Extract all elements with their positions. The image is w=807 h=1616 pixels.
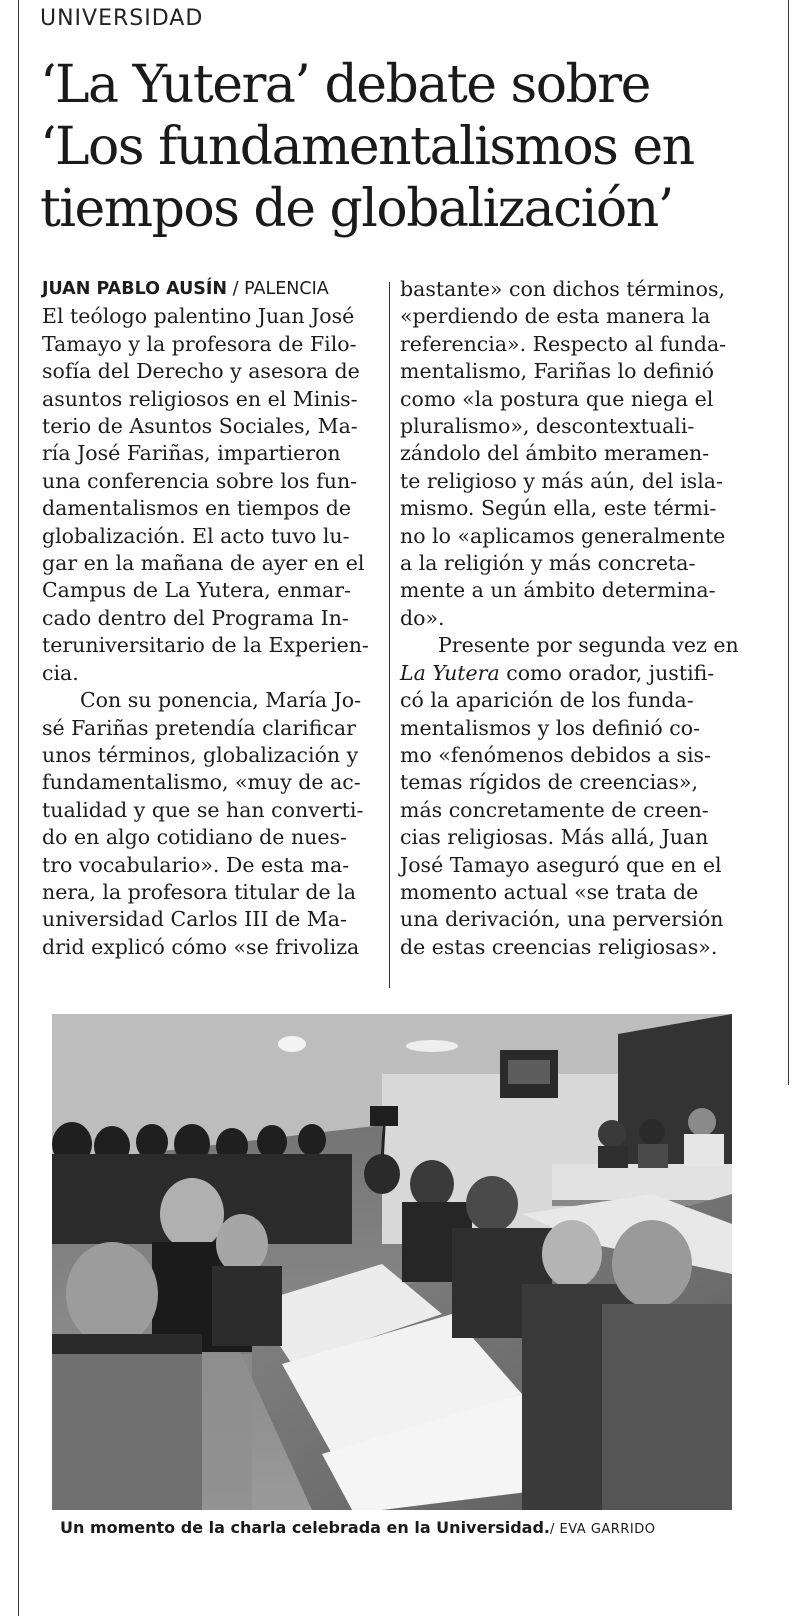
text-line: nera, la profesora titular de la bbox=[42, 879, 356, 904]
text-line: có la aparición de los funda- bbox=[400, 688, 694, 713]
paragraph bbox=[400, 632, 782, 961]
text-line: como «la postura que niega el bbox=[400, 386, 714, 411]
article-column-left bbox=[42, 276, 382, 961]
photo-caption bbox=[60, 1518, 780, 1537]
text-line: temas rígidos de creencias», bbox=[400, 770, 698, 795]
text-line: Presente por segunda vez en bbox=[438, 633, 739, 658]
text-line: tualidad y que se han converti- bbox=[42, 797, 364, 822]
conference-photo bbox=[52, 1014, 732, 1510]
text-line: Campus de La Yutera, enmar- bbox=[42, 578, 351, 603]
text-line: globalización. El acto tuvo lu- bbox=[42, 523, 350, 548]
page-border-left bbox=[18, 0, 19, 1616]
byline-author: JUAN PABLO AUSÍN bbox=[42, 279, 228, 299]
text-line: unos términos, globalización y bbox=[42, 742, 359, 767]
text-line: referencia». Respecto al funda- bbox=[400, 331, 727, 356]
headline-line: tiempos de globalización’ bbox=[40, 179, 673, 239]
text-line: terio de Asuntos Sociales, Ma- bbox=[42, 414, 358, 439]
text-line: zándolo del ámbito meramen- bbox=[400, 441, 710, 466]
byline-separator: / bbox=[227, 279, 245, 299]
text-line: mismo. Según ella, este térmi- bbox=[400, 496, 717, 521]
text-line: fundamentalismo, «muy de ac- bbox=[42, 770, 361, 795]
headline-line: ‘La Yutera’ debate sobre bbox=[40, 55, 650, 115]
text-line: más concretamente de creen- bbox=[400, 797, 709, 822]
text-line: El teólogo palentino Juan José bbox=[42, 304, 355, 329]
text-line: drid explicó cómo «se frivoliza bbox=[42, 934, 360, 959]
section-label: UNIVERSIDAD bbox=[40, 6, 204, 31]
caption-text: Un momento de la charla celebrada en la Universidad. bbox=[60, 1518, 551, 1537]
text-line: mente a un ámbito determina- bbox=[400, 578, 716, 603]
text-line: una derivación, una perversión bbox=[400, 907, 724, 932]
text-line: damentalismos en tiempos de bbox=[42, 496, 352, 521]
text-line: de estas creencias religiosas». bbox=[400, 934, 718, 959]
text-line: cado dentro del Programa In- bbox=[42, 605, 349, 630]
text-line: cias religiosas. Más allá, Juan bbox=[400, 825, 709, 850]
text-line: cia. bbox=[42, 660, 79, 685]
text-line: sofía del Derecho y asesora de bbox=[42, 359, 360, 384]
text-line: Tamayo y la profesora de Filo- bbox=[42, 331, 357, 356]
photo-credit-separator: / bbox=[550, 1522, 560, 1537]
text-line: «perdiendo de esta manera la bbox=[400, 304, 711, 329]
headline-line: ‘Los fundamentalismos en bbox=[40, 117, 694, 177]
text-line: momento actual «se trata de bbox=[400, 879, 699, 904]
text-line: sé Fariñas pretendía clarificar bbox=[42, 715, 356, 740]
text-line: asuntos religiosos en el Minis- bbox=[42, 386, 358, 411]
text-line: pluralismo», descontextuali- bbox=[400, 414, 695, 439]
headline bbox=[40, 54, 780, 240]
text-line: bastante» con dichos términos, bbox=[400, 277, 725, 301]
text-line: gar en la mañana de ayer en el bbox=[42, 551, 365, 576]
text-line: José Tamayo aseguró que en el bbox=[400, 852, 722, 877]
paragraph bbox=[42, 303, 382, 687]
photo-illustration bbox=[52, 1014, 732, 1510]
text-line: mentalismo, Fariñas lo definió bbox=[400, 359, 714, 384]
text-line: do». bbox=[400, 605, 445, 630]
text-line: universidad Carlos III de Ma- bbox=[42, 907, 347, 932]
text-line: mo «fenómenos debidos a sis- bbox=[400, 742, 711, 767]
text-line: te religioso y más aún, del isla- bbox=[400, 468, 723, 493]
text-line: a la religión y más concreta- bbox=[400, 551, 696, 576]
text-fragment: como orador, justifi- bbox=[499, 660, 715, 685]
text-line: no lo «aplicamos generalmente bbox=[400, 523, 726, 548]
italic-name: La Yutera bbox=[400, 660, 500, 685]
byline bbox=[42, 276, 382, 303]
text-line: teruniversitario de la Experien- bbox=[42, 633, 369, 658]
paragraph bbox=[400, 276, 782, 632]
text-line bbox=[400, 660, 782, 687]
page-border-right bbox=[788, 0, 789, 1085]
text-line: mentalismos y los definió co- bbox=[400, 715, 701, 740]
photo-credit: EVA GARRIDO bbox=[559, 1522, 656, 1537]
text-line: tro vocabulario». De esta ma- bbox=[42, 852, 350, 877]
text-line: una conferencia sobre los fun- bbox=[42, 468, 358, 493]
text-line: ría José Fariñas, impartieron bbox=[42, 441, 341, 466]
text-line: Con su ponencia, María Jo- bbox=[80, 688, 362, 713]
text-line: do en algo cotidiano de nues- bbox=[42, 825, 347, 850]
article-column-right bbox=[400, 276, 782, 961]
paragraph bbox=[42, 687, 382, 961]
column-divider bbox=[389, 282, 390, 988]
byline-place: PALENCIA bbox=[244, 279, 329, 299]
